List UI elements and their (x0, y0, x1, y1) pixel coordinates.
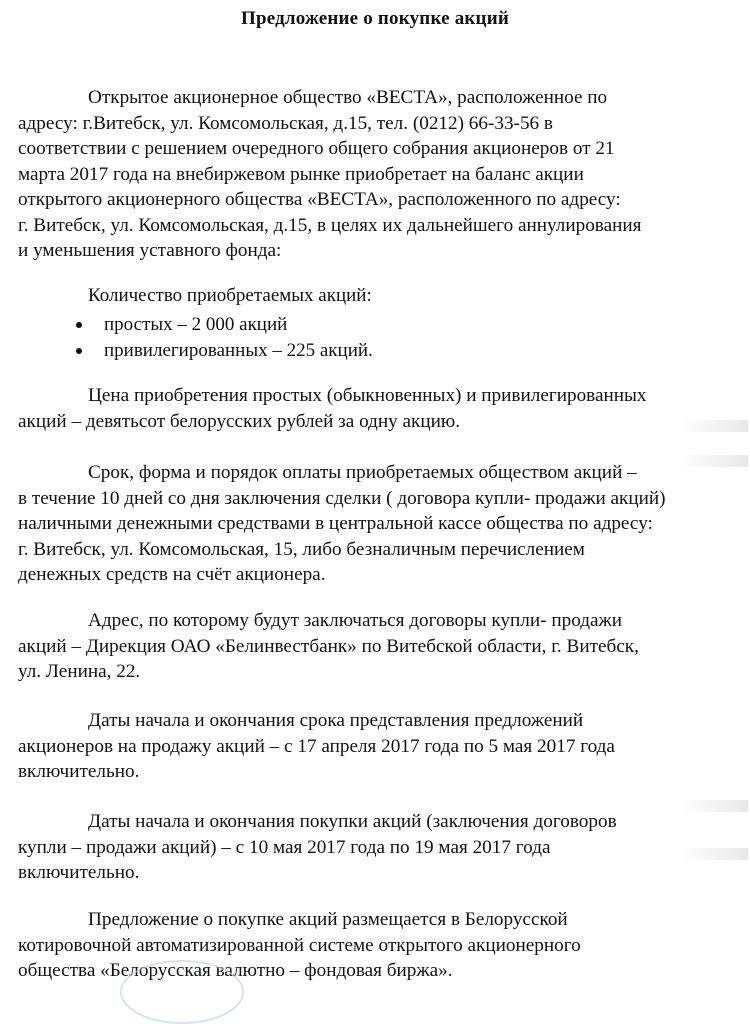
purchase-dates-paragraph (18, 809, 738, 886)
text-line: включительно. (18, 761, 140, 782)
bullet-icon (76, 322, 82, 328)
list-item-text: привилегированных – 225 акций. (104, 340, 373, 361)
document-title: Предложение о покупке акций (240, 8, 510, 29)
text-line: Цена приобретения простых (обыкновенных) и привилегированных (88, 385, 647, 406)
list-item (72, 338, 373, 364)
address-paragraph (18, 608, 738, 685)
text-line: Предложение о покупке акций размещается в Белорусской (88, 909, 568, 930)
bleed-through-mark (678, 455, 748, 467)
list-item-text: простых – 2 000 акций (104, 314, 288, 335)
text-line: акций – Дирекция ОАО «Белинвестбанк» по Витебской области, г. Витебск, (18, 635, 639, 657)
payment-paragraph (18, 460, 738, 588)
text-line: соответствии с решением очередного общего собрания акционеров от 21 (18, 138, 615, 159)
publication-paragraph (18, 907, 738, 984)
text-line: Срок, форма и порядок оплаты приобретаемых обществом акций – (88, 462, 637, 483)
text-line: акций – девятьсот белорусских рублей за одну акцию. (18, 410, 461, 432)
quantity-list (72, 312, 373, 364)
text-line: г. Витебск, ул. Комсомольская, д.15, в целях их дальнейшего аннулирования (18, 214, 642, 236)
text-line: и уменьшения уставного фонда: (18, 240, 282, 261)
text-line: Адрес, по которому будут заключаться договоры купли- продажи (88, 610, 623, 631)
text-line: г. Витебск, ул. Комсомольская, 15, либо безналичным перечислением (18, 538, 585, 560)
text-line: открытого акционерного общества «ВЕСТА», расположенного по адресу: (18, 189, 621, 210)
text-line: Даты начала и окончания покупки акций (заключения договоров (88, 811, 617, 832)
text-line: ул. Ленина, 22. (18, 661, 141, 682)
bleed-through-mark (678, 800, 748, 812)
text-line: наличными денежными средствами в центральной кассе общества по адресу: (18, 513, 653, 534)
quantity-heading: Количество приобретаемых акций: (88, 285, 372, 306)
intro-paragraph (18, 85, 738, 264)
offers-dates-paragraph (18, 708, 738, 785)
stamp-mark (120, 960, 244, 1024)
text-line: денежных средств на счёт акционера. (18, 564, 326, 585)
bleed-through-mark (678, 420, 748, 432)
list-item (72, 312, 373, 338)
text-line: марта 2017 года на внебиржевом рынке приобретает на баланс акции (18, 163, 584, 185)
text-line: купли – продажи акций) – с 10 мая 2017 года по 19 мая 2017 года (18, 836, 551, 858)
text-line: Даты начала и окончания срока представления предложений (88, 710, 584, 731)
text-line: общества «Белорусская валютно – фондовая биржа». (18, 960, 453, 981)
text-line: адресу: г.Витебск, ул. Комсомольская, д.15, тел. (0212) 66-33-56 в (18, 112, 553, 134)
bullet-icon (76, 348, 82, 354)
bleed-through-mark (678, 848, 748, 860)
text-line: включительно. (18, 862, 140, 883)
text-line: акционеров на продажу акций – с 17 апреля 2017 года по 5 мая 2017 года (18, 735, 615, 757)
text-line: котировочной автоматизированной системе открытого акционерного (18, 934, 581, 956)
text-line: в течение 10 дней со дня заключения сделки ( договора купли- продажи акций) (18, 487, 666, 509)
text-line: Открытое акционерное общество «ВЕСТА», расположенное по (88, 87, 608, 108)
price-paragraph (18, 383, 738, 434)
